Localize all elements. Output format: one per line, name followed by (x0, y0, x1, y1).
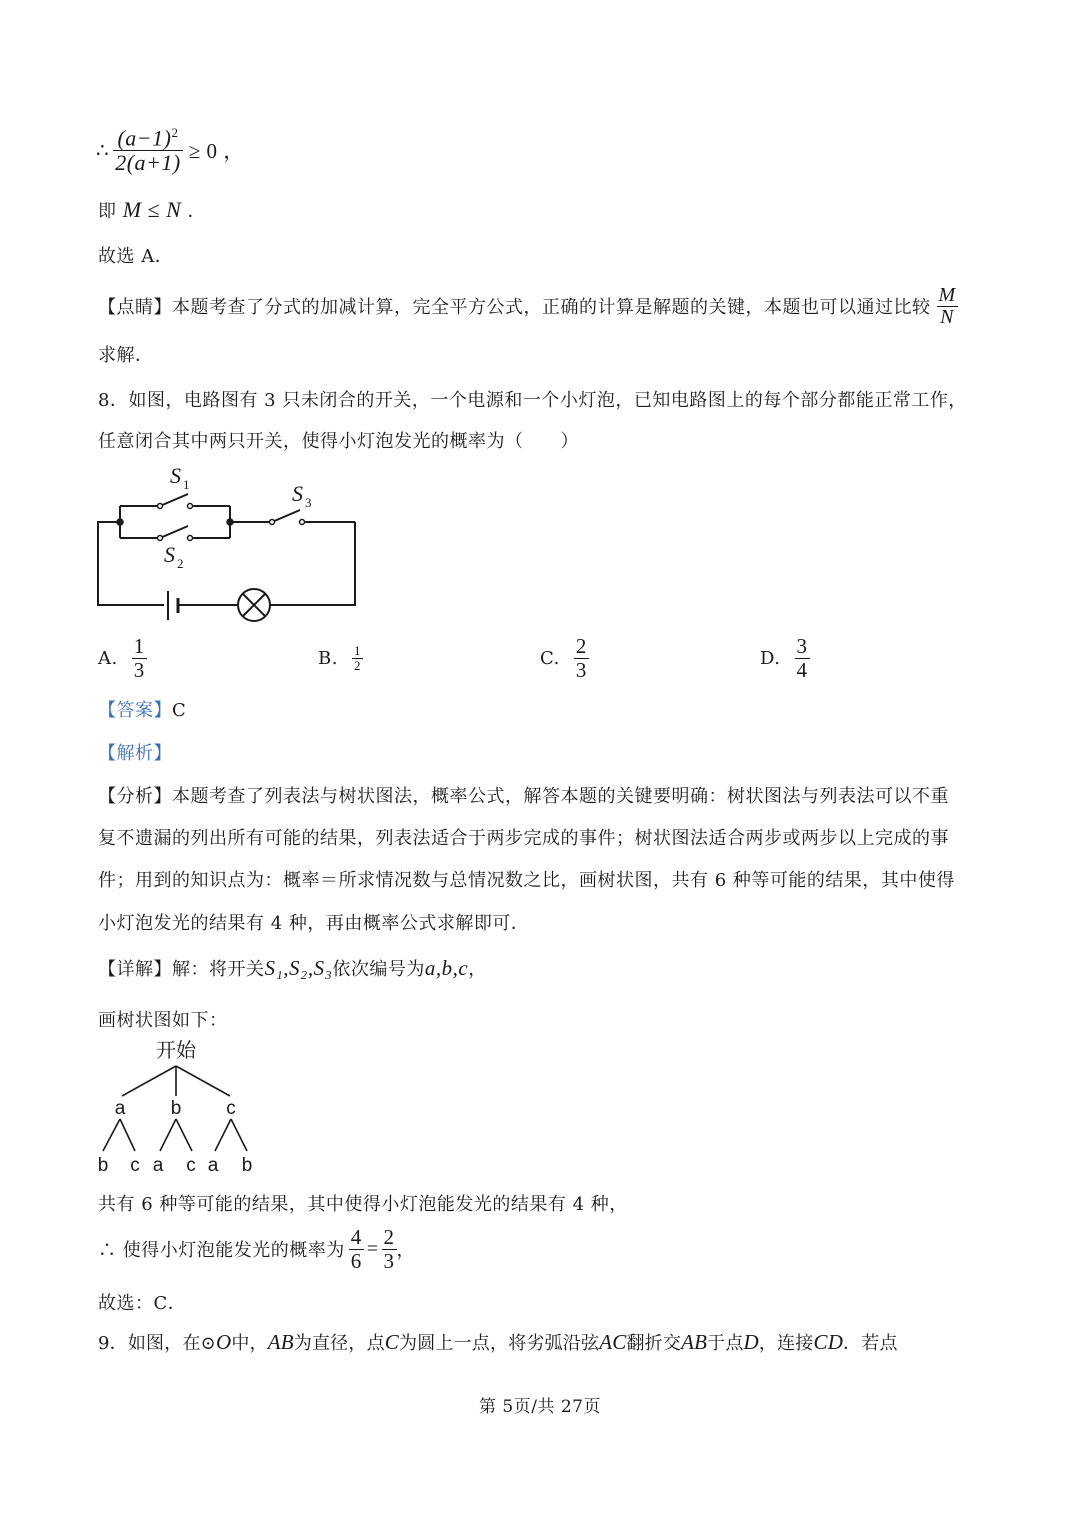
tree-leaf: b (97, 1155, 109, 1176)
analysis-line: 件；用到的知识点为：概率＝所求情况数与总情况数之比，画树状图，共有 6 种等可能的结果，其中使得 (98, 870, 955, 891)
label-s1: S (170, 463, 181, 488)
answer-tag: 【答案】 (98, 700, 172, 721)
label-s2-sub: 2 (177, 556, 184, 571)
label-s2: S (164, 542, 175, 567)
result-line: 共有 6 种等可能的结果，其中使得小灯泡能发光的结果有 4 种， (98, 1194, 628, 1215)
label-s3-sub: 3 (305, 495, 312, 510)
analysis-line: 小灯泡发光的结果有 4 种，再由概率公式求解即可． (98, 913, 530, 934)
option-b: B. $\frac{1}{2}$ (318, 642, 361, 673)
option-c: C. $\frac{2}{3}$ (540, 634, 587, 682)
analysis-tag: 【解析】 (98, 743, 172, 764)
fraction-a-minus-1: $\frac{(a-1)^2}{2(a+1)}$ (115, 125, 181, 175)
choose-c-line: 故选：C． (98, 1293, 187, 1314)
therefore-symbol: ∴ (96, 138, 110, 162)
comment-line: 【点睛】本题考查了分式的加减计算，完全平方公式，正确的计算是解题的关键，本题也可以通过比较 $\frac{M}{N}$ (98, 283, 956, 328)
analysis-line: 【分析】本题考查了列表法与树状图法，概率公式，解答本题的关键要明确：树状图法与列表法可以不重 (98, 786, 949, 807)
letter-labels: a,b,c (424, 956, 469, 980)
tree-root: 开始 (156, 1038, 196, 1062)
switch-s3 (272, 510, 300, 522)
answer-value: C (172, 700, 187, 721)
tree-diagram (90, 1034, 270, 1179)
fraction-2-3: $\frac{2}{3}$ (383, 1225, 395, 1273)
q8-stem-line2: 任意闭合其中两只开关，使得小灯泡发光的概率为（ ） (98, 431, 579, 452)
m-le-n-line: 即 M ≤ N ． (98, 197, 207, 222)
fraction-4-6: $\frac{4}{6}$ (350, 1225, 362, 1273)
tree-leaf: b (241, 1155, 253, 1176)
probability-line: ∴ 使得小灯泡能发光的概率为 $\frac{4}{6}$ = $\frac{2}{3}$ ， (98, 1225, 416, 1273)
therefore-line (96, 118, 245, 182)
page-number: 第 5页/共 27页 (479, 1397, 601, 1417)
tree-leaf: a (152, 1155, 164, 1176)
answer-line (98, 696, 186, 722)
switch-s2 (160, 526, 188, 538)
label-s3: S (292, 481, 303, 506)
tree-node-l1: a (114, 1098, 126, 1119)
analysis-line: 复不遗漏的列出所有可能的结果，列表法适合于两步完成的事件；树状图法适合两步或两步以上完成的事 (98, 828, 949, 849)
comment-end-line: 求解． (98, 345, 154, 366)
detail-line: 【详解】解：将开关S₁,S₂,S₃依次编号为a,b,c， (98, 956, 487, 980)
choose-a-line: 故选 A． (98, 246, 174, 267)
label-s1-sub: 1 (183, 477, 190, 492)
wire-left (98, 522, 164, 605)
tree-leaf: a (207, 1155, 219, 1176)
tree-intro: 画树状图如下： (98, 1010, 228, 1031)
tree-node-l1: c (226, 1098, 236, 1119)
tree-node-l1: b (170, 1098, 182, 1119)
circuit-diagram (80, 458, 380, 633)
wire-right (270, 522, 355, 605)
q8-stem-line1: 8．如图，电路图有 3 只未闭合的开关，一个电源和一个小灯泡，已知电路图上的每个部分都能正常工作， (98, 390, 967, 411)
option-d: D. $\frac{3}{4}$ (760, 634, 808, 682)
switch-s1 (160, 494, 188, 506)
tree-leaf: c (130, 1155, 140, 1176)
q9-stem-line1: 9．如图，在⊙O中，AB为直径，点C为圆上一点，将劣弧沿弦AC翻折交AB于点D，连接CD．若点 (98, 1330, 898, 1354)
switch-labels: S₁,S₂,S₃ (264, 956, 333, 980)
fraction-m-over-n: $\frac{M}{N}$ (938, 283, 956, 328)
option-a: A. $\frac{1}{3}$ (98, 634, 145, 682)
tree-leaf: c (186, 1155, 196, 1176)
m-le-n-math: M ≤ N (122, 197, 182, 222)
inequality-zero: ≥ 0 ， (188, 139, 245, 163)
